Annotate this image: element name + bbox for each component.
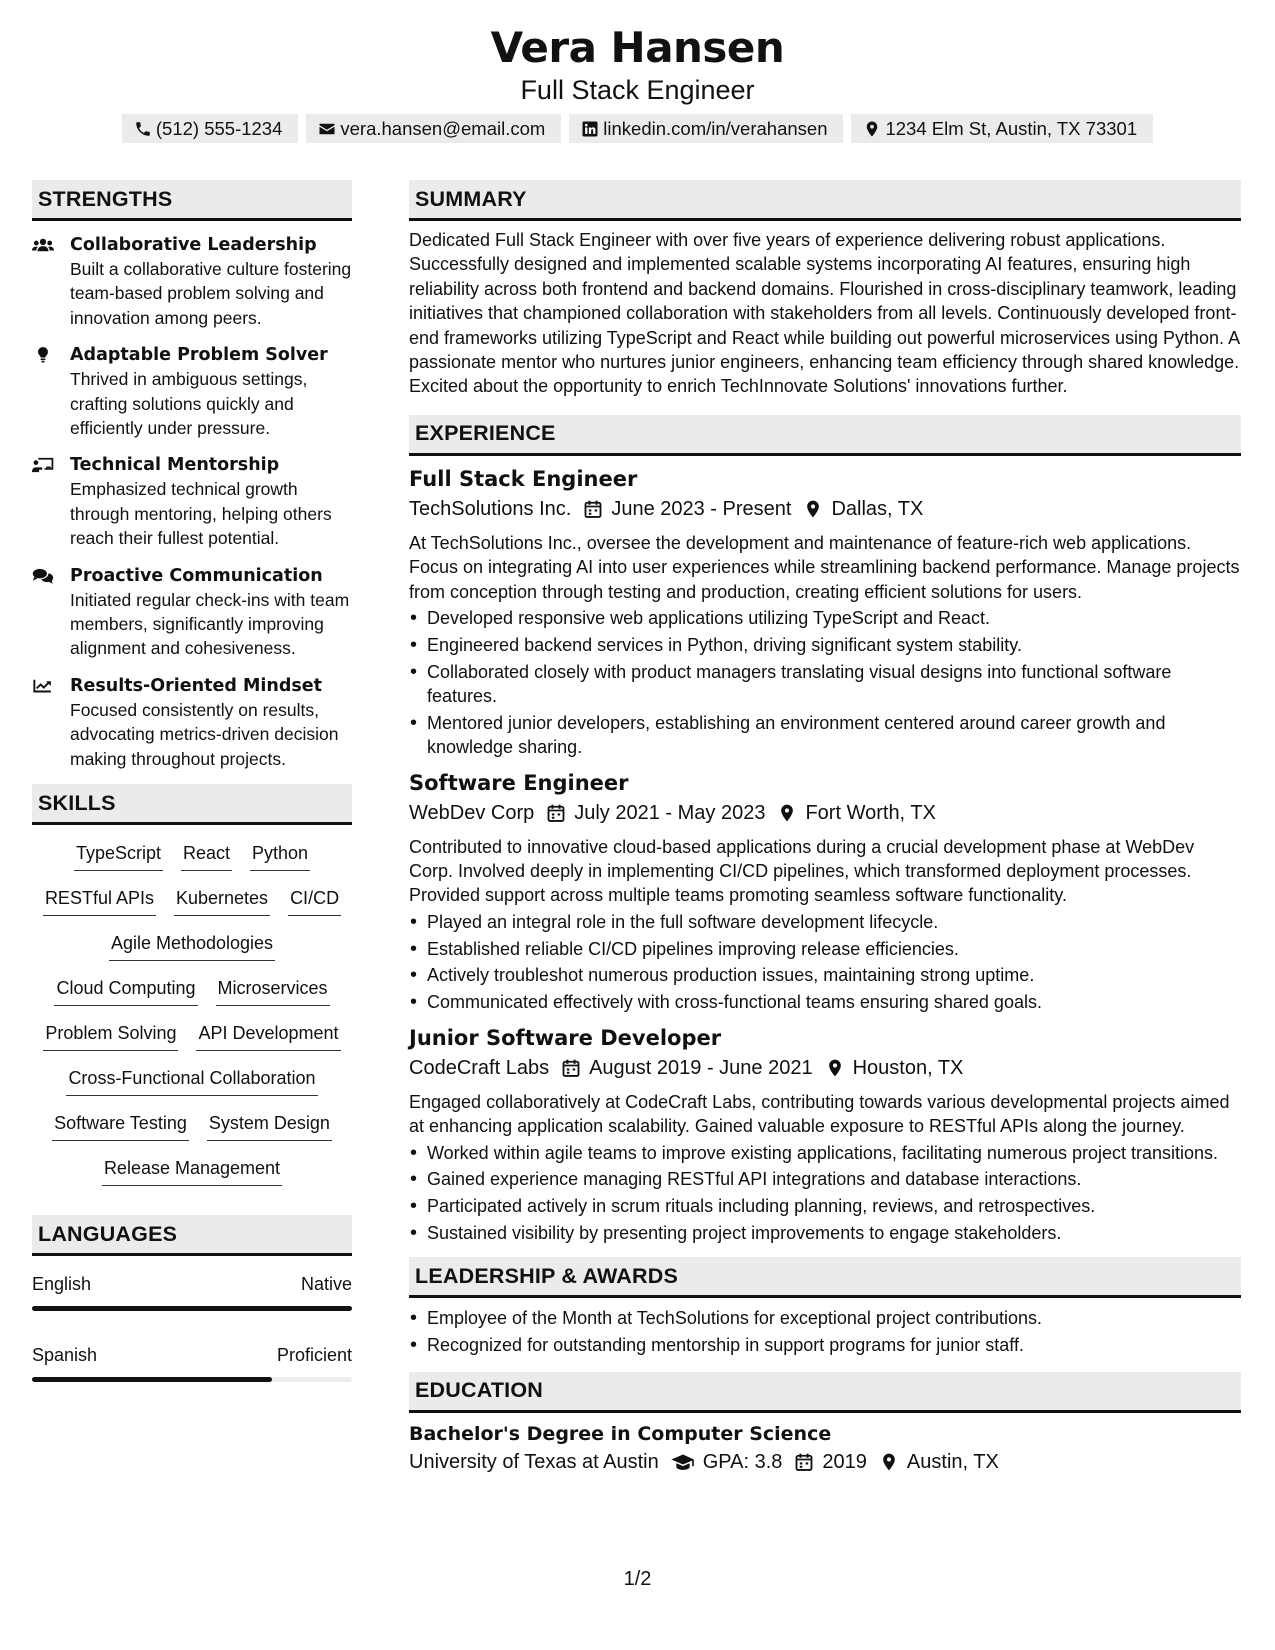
strength-desc: Built a collaborative culture fostering team-based problem solving and innovation among peers. xyxy=(70,259,352,328)
skill-tag: React xyxy=(181,841,232,871)
job-bullet: • Established reliable CI/CD pipelines improving release efficiencies. xyxy=(409,937,1241,961)
skills-heading: SKILLS xyxy=(32,784,352,825)
page-number: 1/2 xyxy=(623,1568,652,1590)
left-column xyxy=(32,180,352,1414)
job-meta xyxy=(409,798,1241,828)
education-gpa: GPA: 3.8 xyxy=(702,1450,783,1473)
skills-row xyxy=(36,1111,348,1156)
education-meta xyxy=(409,1447,1241,1477)
contact-phone xyxy=(122,114,299,143)
contact-address xyxy=(851,114,1153,143)
strength-item xyxy=(32,564,352,661)
skill-tag: TypeScript xyxy=(74,841,163,871)
skills-row xyxy=(36,1066,348,1111)
education-degree: Bachelor's Degree in Computer Science xyxy=(409,1422,832,1445)
strength-title: Collaborative Leadership xyxy=(70,235,317,255)
resume-header xyxy=(0,22,1275,143)
strengths-list xyxy=(32,233,352,771)
job-dates: June 2023 - Present xyxy=(611,497,792,520)
skills-row xyxy=(36,931,348,976)
location-pin-icon xyxy=(777,803,797,823)
strength-item xyxy=(32,674,352,771)
job-bullet: • Engineered backend services in Python, driving significant system stability. xyxy=(409,633,1241,657)
language-bar-fill xyxy=(32,1377,272,1382)
candidate-name: Vera Hansen xyxy=(490,23,785,72)
strength-title: Results-Oriented Mindset xyxy=(70,675,322,696)
comments-icon xyxy=(32,567,54,585)
job-entry xyxy=(409,464,1241,760)
languages-heading: LANGUAGES xyxy=(32,1215,352,1256)
education-location: Austin, TX xyxy=(906,1450,999,1473)
skill-tag: Cloud Computing xyxy=(54,976,197,1006)
contact-bar xyxy=(0,114,1275,143)
job-title: Full Stack Engineer xyxy=(409,466,638,491)
contact-email-text: vera.hansen@email.com xyxy=(340,117,546,139)
calendar-icon xyxy=(561,1058,581,1078)
candidate-title: Full Stack Engineer xyxy=(520,75,755,105)
skill-tag: Agile Methodologies xyxy=(109,931,275,961)
language-name: English xyxy=(32,1274,92,1295)
calendar-icon xyxy=(546,803,566,823)
award-item: • Employee of the Month at TechSolutions for exceptional project contributions. xyxy=(409,1306,1241,1330)
skills-row xyxy=(36,976,348,1021)
job-description: Contributed to innovative cloud-based applications during a crucial development phase at WebDev Corp. Involved deeply in implementing CI/CD pipelines, which transformed deployment processes. Provided support across multiple teams promoting seamless software functionality. xyxy=(409,836,1195,906)
contact-email xyxy=(306,114,561,143)
education-year: 2019 xyxy=(822,1450,867,1473)
awards-list xyxy=(409,1306,1241,1357)
strength-desc: Initiated regular check-ins with team members, significantly improving alignment and cohesiveness. xyxy=(70,589,350,659)
location-pin-icon xyxy=(879,1452,899,1472)
language-name: Spanish xyxy=(32,1345,98,1366)
graduation-cap-icon xyxy=(671,1452,695,1472)
skill-tag: Microservices xyxy=(216,976,330,1006)
job-bullet: • Played an integral role in the full software development lifecycle. xyxy=(409,910,1241,934)
job-bullet: • Collaborated closely with product managers translating visual designs into functional software features. xyxy=(409,660,1241,709)
linkedin-icon xyxy=(581,120,599,138)
job-bullet: • Communicated effectively with cross-functional teams ensuring shared goals. xyxy=(409,990,1241,1014)
skill-tag: CI/CD xyxy=(288,886,341,916)
job-location: Houston, TX xyxy=(852,1056,964,1079)
education-heading: EDUCATION xyxy=(409,1372,1241,1413)
strengths-heading: STRENGTHS xyxy=(32,180,352,221)
skill-tag: API Development xyxy=(196,1021,340,1051)
language-level: Native xyxy=(300,1274,352,1295)
job-bullet: • Gained experience managing RESTful API integrations and database interactions. xyxy=(409,1167,1241,1191)
summary-text: Dedicated Full Stack Engineer with over five years of experience delivering robust applications. Successfully designed and implemented scalable systems incorporating AI features, ensuring high reliability across both frontend and backend domains. Flourished in cross-disciplinary teamwork, leading initiatives that championed collaboration with stakeholders from all levels. Continuously developed front-end frameworks utilizing TypeScript and React while building out powerful microservices using Python. A passionate mentor who nurtures junior engineers, enhancing team efficiency through shared knowledge. Excited about the opportunity to enrich TechInnovate Solutions' innovations further. xyxy=(409,230,1240,397)
contact-phone-text: (512) 555-1234 xyxy=(155,117,283,139)
strength-title: Adaptable Problem Solver xyxy=(70,345,328,366)
language-bar xyxy=(32,1306,352,1311)
location-pin-icon xyxy=(825,1058,845,1078)
contact-linkedin xyxy=(569,114,843,143)
skills-row xyxy=(36,1021,348,1066)
skill-tag: Software Testing xyxy=(52,1111,189,1141)
chart-line-icon xyxy=(32,677,54,695)
strength-title: Proactive Communication xyxy=(70,565,323,586)
awards-heading: LEADERSHIP & AWARDS xyxy=(409,1257,1241,1298)
job-bullet: • Developed responsive web applications utilizing TypeScript and React. xyxy=(409,606,1241,630)
skill-tag: Release Management xyxy=(102,1156,282,1186)
skill-tag: Problem Solving xyxy=(43,1021,178,1051)
job-company: CodeCraft Labs xyxy=(409,1056,550,1079)
strength-desc: Thrived in ambiguous settings, crafting solutions quickly and efficiently under pressure. xyxy=(70,369,308,439)
chalkboard-teacher-icon xyxy=(32,456,54,474)
right-column xyxy=(409,180,1241,1477)
job-bullet: • Mentored junior developers, establishing an environment centered around career growth and knowledge sharing. xyxy=(409,711,1241,760)
job-bullets xyxy=(409,606,1241,760)
lightbulb-icon xyxy=(32,346,54,364)
contact-linkedin-text: linkedin.com/in/verahansen xyxy=(603,117,828,139)
skills-row xyxy=(36,1156,348,1201)
calendar-icon xyxy=(794,1452,814,1472)
skill-tag: Cross-Functional Collaboration xyxy=(66,1066,317,1096)
skills-list xyxy=(32,841,352,1201)
users-icon xyxy=(32,236,54,254)
skill-tag: RESTful APIs xyxy=(43,886,156,916)
languages-list xyxy=(32,1272,352,1382)
job-entry xyxy=(409,768,1241,1015)
language-bar xyxy=(32,1377,352,1382)
job-dates: July 2021 - May 2023 xyxy=(574,801,766,824)
location-pin-icon xyxy=(863,120,881,138)
phone-icon xyxy=(134,120,152,138)
contact-address-text: 1234 Elm St, Austin, TX 73301 xyxy=(885,117,1138,139)
job-entry xyxy=(409,1023,1241,1246)
language-level: Proficient xyxy=(276,1345,352,1366)
skill-tag: Kubernetes xyxy=(174,886,270,916)
education-school: University of Texas at Austin xyxy=(409,1450,659,1473)
skill-tag: Python xyxy=(250,841,310,871)
strength-title: Technical Mentorship xyxy=(70,455,280,476)
calendar-icon xyxy=(583,499,603,519)
strength-item xyxy=(32,233,352,330)
award-item: • Recognized for outstanding mentorship in support programs for junior staff. xyxy=(409,1333,1241,1357)
job-dates: August 2019 - June 2021 xyxy=(589,1056,813,1079)
job-bullets xyxy=(409,910,1241,1015)
strength-desc: Focused consistently on results, advocating metrics-driven decision making throughout projects. xyxy=(70,699,339,769)
job-company: WebDev Corp xyxy=(409,801,535,824)
job-meta xyxy=(409,1053,1241,1083)
envelope-icon xyxy=(318,120,336,138)
location-pin-icon xyxy=(803,499,823,519)
summary-heading: SUMMARY xyxy=(409,180,1241,221)
experience-heading: EXPERIENCE xyxy=(409,415,1241,456)
job-title: Junior Software Developer xyxy=(409,1025,722,1050)
job-company: TechSolutions Inc. xyxy=(409,497,572,520)
job-bullet: • Worked within agile teams to improve existing applications, facilitating numerous project transitions. xyxy=(409,1141,1241,1165)
language-item xyxy=(32,1343,352,1367)
job-description: Engaged collaboratively at CodeCraft Labs, contributing towards various developmental projects aimed at enhancing application scalability. Gained valuable exposure to RESTful APIs along the journey. xyxy=(409,1091,1230,1137)
language-item xyxy=(32,1272,352,1296)
skills-row xyxy=(36,886,348,931)
job-bullet: • Actively troubleshot numerous production issues, maintaining strong uptime. xyxy=(409,963,1241,987)
strength-item xyxy=(32,453,352,550)
job-bullets xyxy=(409,1141,1241,1246)
language-bar-fill xyxy=(32,1306,352,1311)
job-location: Fort Worth, TX xyxy=(805,801,936,824)
job-location: Dallas, TX xyxy=(831,497,924,520)
strength-item xyxy=(32,343,352,440)
job-title: Software Engineer xyxy=(409,770,629,795)
job-description: At TechSolutions Inc., oversee the development and maintenance of feature-rich web applications. Focus on integrating AI into user experiences while streamlining backend performance. Manage projects from conception through testing and production, creating efficient solutions for users. xyxy=(409,532,1240,602)
job-meta xyxy=(409,494,1241,524)
skills-row xyxy=(36,841,348,886)
job-bullet: • Participated actively in scrum rituals including planning, reviews, and retrospectives. xyxy=(409,1194,1241,1218)
strength-desc: Emphasized technical growth through mentoring, helping others reach their fullest potential. xyxy=(70,479,332,549)
skill-tag: System Design xyxy=(207,1111,332,1141)
job-bullet: • Sustained visibility by presenting project improvements to engage stakeholders. xyxy=(409,1221,1241,1245)
